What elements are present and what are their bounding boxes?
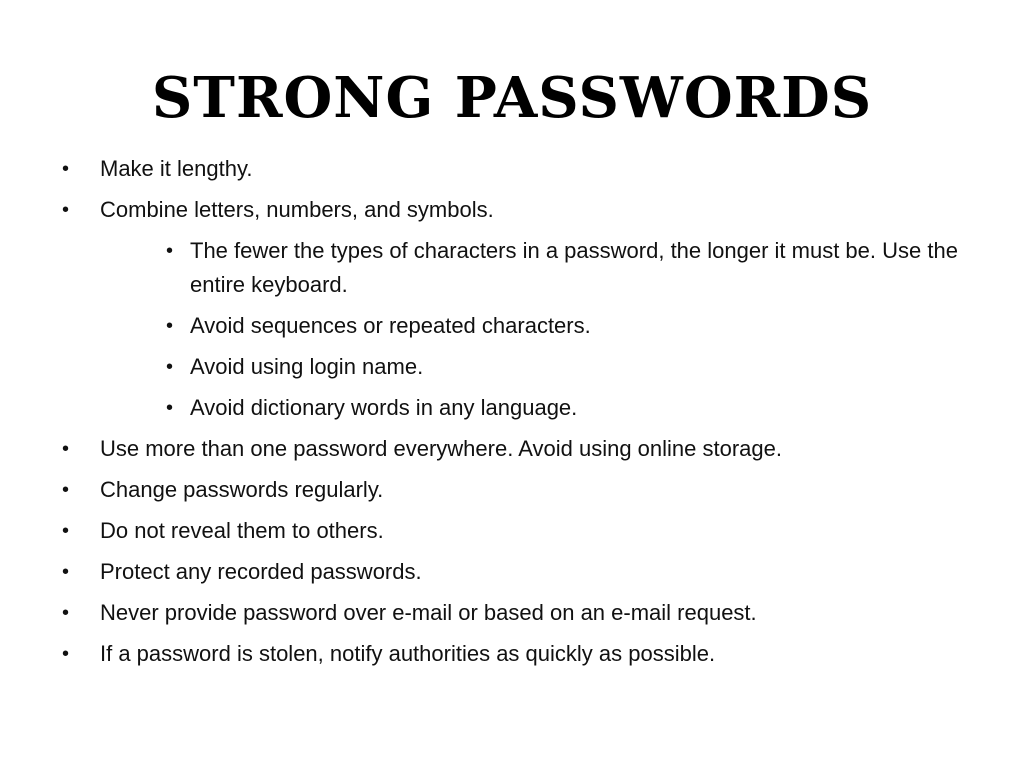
list-item-text: Use more than one password everywhere. Avoid using online storage. [100, 436, 782, 461]
bullet-icon: • [62, 479, 70, 501]
list-item [0, 637, 960, 671]
list-item-text: Avoid using login name. [190, 354, 424, 379]
sub-list-item [0, 391, 970, 425]
list-item-text: Protect any recorded passwords. [100, 559, 422, 584]
list-item [0, 555, 960, 589]
bullet-icon: • [166, 240, 174, 262]
bullet-icon: • [62, 643, 70, 665]
list-item-text: Avoid sequences or repeated characters. [190, 313, 591, 338]
bullet-icon: • [62, 438, 70, 460]
sub-list-item [0, 350, 970, 384]
sub-list-item [0, 309, 970, 343]
list-item-text: If a password is stolen, notify authorities as quickly as possible. [100, 641, 716, 666]
list-item-text: Combine letters, numbers, and symbols. [100, 197, 494, 222]
list-item [0, 432, 960, 466]
list-item-text: Change passwords regularly. [100, 477, 384, 502]
list-item-text: Do not reveal them to others. [100, 518, 384, 543]
bullet-icon: • [62, 520, 70, 542]
list-item [0, 514, 960, 548]
list-item [0, 473, 960, 507]
list-item-text: The fewer the types of characters in a password, the longer it must be. Use the entire keyboard. [190, 238, 958, 297]
bullet-icon: • [166, 397, 174, 419]
bullet-icon: • [62, 158, 70, 180]
bullet-icon: • [166, 356, 174, 378]
sub-list-item [0, 234, 970, 302]
bullet-icon: • [62, 602, 70, 624]
list-item-text: Avoid dictionary words in any language. [190, 395, 578, 420]
bullet-icon: • [62, 199, 70, 221]
bullet-icon: • [62, 561, 70, 583]
list-item-text: Make it lengthy. [100, 156, 253, 181]
bullet-list [0, 152, 1024, 678]
list-item [0, 152, 960, 186]
slide-title: STRONG PASSWORDS [151, 65, 873, 131]
list-item-text: Never provide password over e-mail or based on an e-mail request. [100, 600, 757, 625]
bullet-icon: • [166, 315, 174, 337]
list-item [0, 596, 960, 630]
list-item [0, 193, 960, 227]
